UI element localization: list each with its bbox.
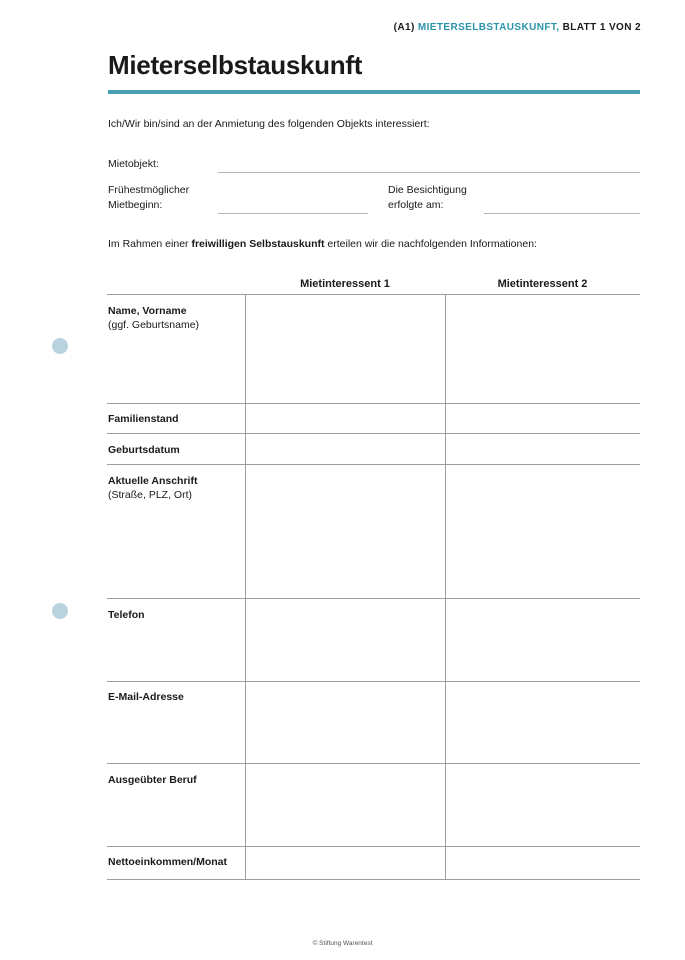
note-before: Im Rahmen einer [108,238,192,250]
column-header-2: Mietinteressent 2 [497,278,588,290]
column-header-1: Mietinteressent 1 [300,278,390,290]
row-rule [107,879,640,880]
row-label-anschrift-main: Aktuelle Anschrift [108,475,198,487]
mietbeginn-label-line2: Mietbeginn: [108,199,163,211]
punch-hole [52,338,68,354]
row-label-anschrift [108,474,197,502]
row-label-einkommen: Nettoeinkommen/Monat [108,856,228,868]
footer-copyright: © Stiftung Warentest [312,940,373,947]
row-label-email: E-Mail-Adresse [108,691,184,703]
row-rule [107,846,640,847]
cell-name-2[interactable] [446,295,640,403]
page-title: Mieterselbstauskunft [108,50,363,80]
intro-text: Ich/Wir bin/sind an der Anmietung des folgenden Objekts interessiert: [108,118,430,130]
row-label-anschrift-sub: (Straße, PLZ, Ort) [108,489,193,501]
row-label-geburtsdatum: Geburtsdatum [108,444,180,456]
besichtigung-label [388,183,488,213]
row-rule [107,403,640,404]
row-label-name-main: Name, Vorname [108,305,187,317]
mietbeginn-label-line1: Frühestmöglicher [108,184,190,196]
mietbeginn-label [108,183,218,213]
row-rule [107,464,640,465]
header-prefix: (A1) [393,22,415,33]
cell-name-1[interactable] [246,295,445,403]
row-rule [107,763,640,764]
besichtigung-label-line2: erfolgte am: [388,199,444,211]
note-text [108,237,537,252]
mietobjekt-label: Mietobjekt: [108,158,159,170]
mietobjekt-field[interactable] [218,172,640,173]
besichtigung-field[interactable] [484,213,640,214]
punch-hole [52,603,68,619]
header-suffix: BLATT 1 VON 2 [562,22,641,33]
row-label-name [108,304,199,332]
title-rule [108,90,640,94]
row-rule [107,598,640,599]
header-accent: MIETERSELBSTAUSKUNFT, [417,22,560,33]
row-rule [107,681,640,682]
mietbeginn-field[interactable] [218,213,368,214]
besichtigung-label-line1: Die Besichtigung [388,184,467,196]
page-header [394,22,641,33]
note-after: erteilen wir die nachfolgenden Informationen: [324,238,537,250]
row-label-telefon: Telefon [108,609,145,621]
row-label-name-sub: (ggf. Geburtsname) [108,319,200,331]
note-bold: freiwilligen Selbstauskunft [191,238,325,250]
row-label-beruf: Ausgeübter Beruf [108,774,197,786]
row-label-familienstand: Familienstand [108,413,179,425]
row-rule [107,433,640,434]
